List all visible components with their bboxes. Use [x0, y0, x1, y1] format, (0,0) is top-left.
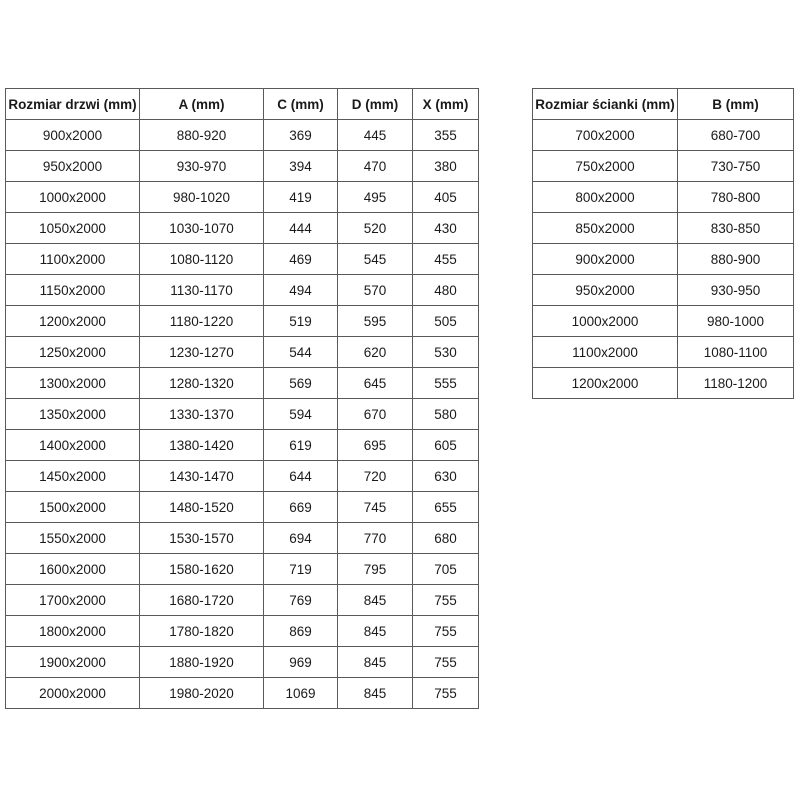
table-cell: 755: [413, 616, 479, 647]
table-row: [6, 647, 479, 678]
table-cell: 644: [264, 461, 338, 492]
table-cell: 480: [413, 275, 479, 306]
table-row: [533, 213, 794, 244]
table-cell: 444: [264, 213, 338, 244]
table-row: [533, 151, 794, 182]
table-cell: 720: [338, 461, 413, 492]
column-header: Rozmiar drzwi (mm): [6, 89, 140, 120]
table-cell: 1600x2000: [6, 554, 140, 585]
table-cell: 369: [264, 120, 338, 151]
table-cell: 1980-2020: [140, 678, 264, 709]
wall-sizes-table-body: [533, 120, 794, 399]
table-cell: 755: [413, 678, 479, 709]
table-cell: 570: [338, 275, 413, 306]
table-cell: 1350x2000: [6, 399, 140, 430]
table-cell: 900x2000: [533, 244, 678, 275]
table-cell: 1450x2000: [6, 461, 140, 492]
table-cell: 845: [338, 585, 413, 616]
table-cell: 930-970: [140, 151, 264, 182]
table-row: [6, 585, 479, 616]
table-cell: 1000x2000: [533, 306, 678, 337]
table-cell: 505: [413, 306, 479, 337]
table-cell: 605: [413, 430, 479, 461]
table-cell: 394: [264, 151, 338, 182]
table-cell: 1430-1470: [140, 461, 264, 492]
table-cell: 680-700: [678, 120, 794, 151]
table-cell: 1880-1920: [140, 647, 264, 678]
table-cell: 580: [413, 399, 479, 430]
column-header: X (mm): [413, 89, 479, 120]
table-row: [6, 430, 479, 461]
column-header: Rozmiar ścianki (mm): [533, 89, 678, 120]
table-cell: 670: [338, 399, 413, 430]
table-row: [6, 306, 479, 337]
table-cell: 1580-1620: [140, 554, 264, 585]
table-cell: 1800x2000: [6, 616, 140, 647]
table-cell: 950x2000: [533, 275, 678, 306]
table-cell: 630: [413, 461, 479, 492]
table-cell: 494: [264, 275, 338, 306]
table-cell: 519: [264, 306, 338, 337]
table-cell: 1700x2000: [6, 585, 140, 616]
table-cell: 1900x2000: [6, 647, 140, 678]
table-row: [533, 182, 794, 213]
table-cell: 520: [338, 213, 413, 244]
table-cell: 430: [413, 213, 479, 244]
table-cell: 770: [338, 523, 413, 554]
table-row: [6, 492, 479, 523]
table-cell: 1480-1520: [140, 492, 264, 523]
column-header: B (mm): [678, 89, 794, 120]
table-cell: 795: [338, 554, 413, 585]
table-cell: 755: [413, 585, 479, 616]
table-cell: 1080-1100: [678, 337, 794, 368]
column-header: D (mm): [338, 89, 413, 120]
table-cell: 950x2000: [6, 151, 140, 182]
table-row: [6, 213, 479, 244]
table-cell: 1550x2000: [6, 523, 140, 554]
table-row: [6, 337, 479, 368]
table-cell: 555: [413, 368, 479, 399]
table-cell: 1130-1170: [140, 275, 264, 306]
table-cell: 880-900: [678, 244, 794, 275]
table-cell: 2000x2000: [6, 678, 140, 709]
table-cell: 880-920: [140, 120, 264, 151]
table-cell: 620: [338, 337, 413, 368]
table-row: [6, 523, 479, 554]
table-row: [6, 399, 479, 430]
table-cell: 1200x2000: [533, 368, 678, 399]
table-cell: 800x2000: [533, 182, 678, 213]
table-cell: 595: [338, 306, 413, 337]
table-cell: 930-950: [678, 275, 794, 306]
table-cell: 680: [413, 523, 479, 554]
table-cell: 355: [413, 120, 479, 151]
table-cell: 1780-1820: [140, 616, 264, 647]
table-cell: 1330-1370: [140, 399, 264, 430]
table-row: [6, 678, 479, 709]
column-header: C (mm): [264, 89, 338, 120]
table-cell: 700x2000: [533, 120, 678, 151]
table-cell: 1100x2000: [6, 244, 140, 275]
table-cell: 845: [338, 616, 413, 647]
table-cell: 1069: [264, 678, 338, 709]
table-cell: 845: [338, 678, 413, 709]
table-cell: 470: [338, 151, 413, 182]
table-cell: 1080-1120: [140, 244, 264, 275]
table-cell: 405: [413, 182, 479, 213]
table-cell: 1680-1720: [140, 585, 264, 616]
table-row: [533, 306, 794, 337]
table-cell: 850x2000: [533, 213, 678, 244]
table-cell: 1180-1220: [140, 306, 264, 337]
wall-sizes-table-head: [533, 89, 794, 120]
column-header: A (mm): [140, 89, 264, 120]
table-cell: 1230-1270: [140, 337, 264, 368]
table-cell: 1250x2000: [6, 337, 140, 368]
door-sizes-table-body: [6, 120, 479, 709]
table-cell: 1280-1320: [140, 368, 264, 399]
table-cell: 1180-1200: [678, 368, 794, 399]
table-cell: 545: [338, 244, 413, 275]
table-cell: 980-1000: [678, 306, 794, 337]
table-cell: 455: [413, 244, 479, 275]
table-cell: 645: [338, 368, 413, 399]
header-row: [6, 89, 479, 120]
table-cell: 655: [413, 492, 479, 523]
table-cell: 669: [264, 492, 338, 523]
table-cell: 469: [264, 244, 338, 275]
table-cell: 1200x2000: [6, 306, 140, 337]
table-cell: 780-800: [678, 182, 794, 213]
table-cell: 1500x2000: [6, 492, 140, 523]
table-cell: 900x2000: [6, 120, 140, 151]
table-cell: 1300x2000: [6, 368, 140, 399]
table-cell: 695: [338, 430, 413, 461]
table-cell: 1030-1070: [140, 213, 264, 244]
table-row: [6, 554, 479, 585]
table-row: [6, 120, 479, 151]
table-cell: 769: [264, 585, 338, 616]
table-cell: 445: [338, 120, 413, 151]
table-cell: 755: [413, 647, 479, 678]
table-row: [6, 182, 479, 213]
table-cell: 1100x2000: [533, 337, 678, 368]
table-row: [6, 275, 479, 306]
table-cell: 594: [264, 399, 338, 430]
table-cell: 495: [338, 182, 413, 213]
table-row: [6, 616, 479, 647]
table-cell: 1150x2000: [6, 275, 140, 306]
table-cell: 1000x2000: [6, 182, 140, 213]
table-cell: 619: [264, 430, 338, 461]
wall-sizes-table: [532, 88, 794, 399]
table-cell: 980-1020: [140, 182, 264, 213]
table-row: [533, 120, 794, 151]
door-sizes-table-head: [6, 89, 479, 120]
table-cell: 569: [264, 368, 338, 399]
table-row: [6, 368, 479, 399]
table-cell: 719: [264, 554, 338, 585]
table-cell: 830-850: [678, 213, 794, 244]
table-cell: 845: [338, 647, 413, 678]
table-row: [533, 244, 794, 275]
header-row: [533, 89, 794, 120]
table-row: [6, 244, 479, 275]
table-row: [533, 275, 794, 306]
table-row: [6, 461, 479, 492]
table-cell: 1530-1570: [140, 523, 264, 554]
table-cell: 694: [264, 523, 338, 554]
table-row: [533, 337, 794, 368]
table-cell: 705: [413, 554, 479, 585]
table-cell: 530: [413, 337, 479, 368]
door-sizes-table: [5, 88, 479, 709]
table-cell: 750x2000: [533, 151, 678, 182]
table-cell: 544: [264, 337, 338, 368]
table-cell: 419: [264, 182, 338, 213]
table-cell: 869: [264, 616, 338, 647]
table-cell: 1400x2000: [6, 430, 140, 461]
table-row: [533, 368, 794, 399]
table-row: [6, 151, 479, 182]
table-cell: 730-750: [678, 151, 794, 182]
table-cell: 380: [413, 151, 479, 182]
table-cell: 1050x2000: [6, 213, 140, 244]
table-cell: 745: [338, 492, 413, 523]
table-cell: 1380-1420: [140, 430, 264, 461]
table-cell: 969: [264, 647, 338, 678]
